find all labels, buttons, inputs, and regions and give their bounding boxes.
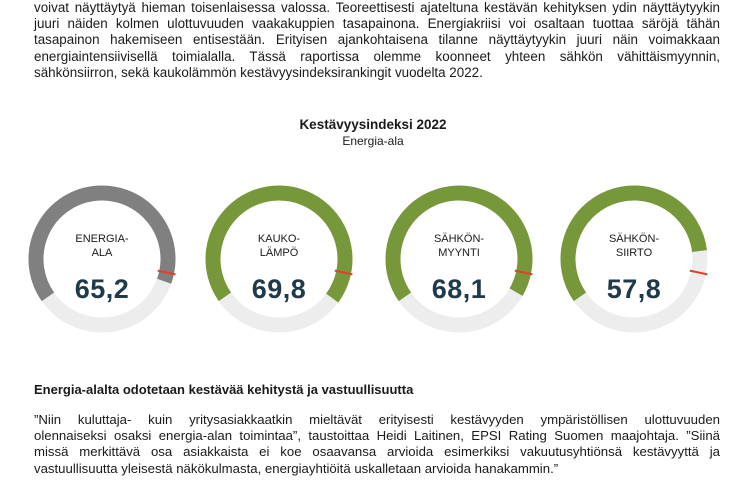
intro-line: sähkönsiirron, sekä kaukolämmön kestävyysindeksirankingit vuodelta 2022. (34, 64, 483, 80)
intro-line: voivat näyttäytyä hieman toisenlaisessa valossa. Teoreettisesti ajateltuna kestävän kehityksen ydin näyttäytyykin (34, 0, 720, 15)
quote-line: vastuullisuutta yleisestä näkökulmasta, energiayhtiöitä uskalletaan arvioida hanakammin.” (34, 460, 559, 476)
quote-line: olennaiseksi osaksi energia-alan toimintaa”, taustoittaa Heidi Laitinen, EPSI Rating Suomen maajohtaja. ”Siinä (34, 428, 720, 444)
intro-line: energiaintensiivisellä toimialalla. Tässä raportissa olemme koonneet yhteen sähkön vähittäismyynnin, (34, 48, 720, 64)
gauge-2 (379, 180, 539, 350)
intro-line: tasapainon hakemiseen entisestään. Erityisen ajankohtaisena tilanne näyttäytyykin juuri näin voimakkaan (34, 32, 720, 48)
gauge-svg (199, 180, 359, 350)
gauge-label: KAUKO- LÄMPÖ (257, 233, 301, 259)
gauge-value: 68,1 (431, 274, 487, 304)
gauge-3 (554, 180, 714, 350)
gauge-chart (0, 180, 746, 360)
quote-line: ”Niin kuluttaja- kuin yritysasiakkaatkin mieltävät erityisesti kestävyyden ympäristöllisen ulottuvuuden (34, 412, 720, 427)
chart-title: Kestävyysindeksi 2022 (299, 117, 447, 132)
gauge-value: 57,8 (606, 274, 662, 304)
gauge-label: ENERGIA- ALA (75, 233, 129, 259)
intro-line: juuri näiden kolmen ulottuvuuden vaakakuppien tasapainona. Energiakriisi voi osaltaan tuottaa säröjä tähän (34, 16, 720, 32)
gauge-label: SÄHKÖN- SIIRTO (608, 233, 660, 259)
chart-subtitle: Energia-ala (342, 134, 404, 148)
section-heading: Energia-alalta odotetaan kestävää kehitystä ja vastuullisuutta (34, 382, 414, 397)
intro-paragraph (34, 0, 720, 81)
gauge-1 (199, 180, 359, 350)
gauge-value: 69,8 (251, 274, 307, 304)
quote-line: missä merkittävä osa asiakkaista ei koe osaavansa arvioida esimerkiksi vakuutusyhtiönsä kestävyyttä ja (34, 444, 720, 460)
gauge-0 (22, 180, 182, 350)
gauge-svg (22, 180, 182, 350)
gauge-value: 65,2 (74, 274, 130, 304)
gauge-label: SÄHKÖN- MYYNTI (433, 233, 485, 259)
gauge-svg (554, 180, 714, 350)
quote-paragraph (34, 412, 720, 477)
gauge-svg (379, 180, 539, 350)
